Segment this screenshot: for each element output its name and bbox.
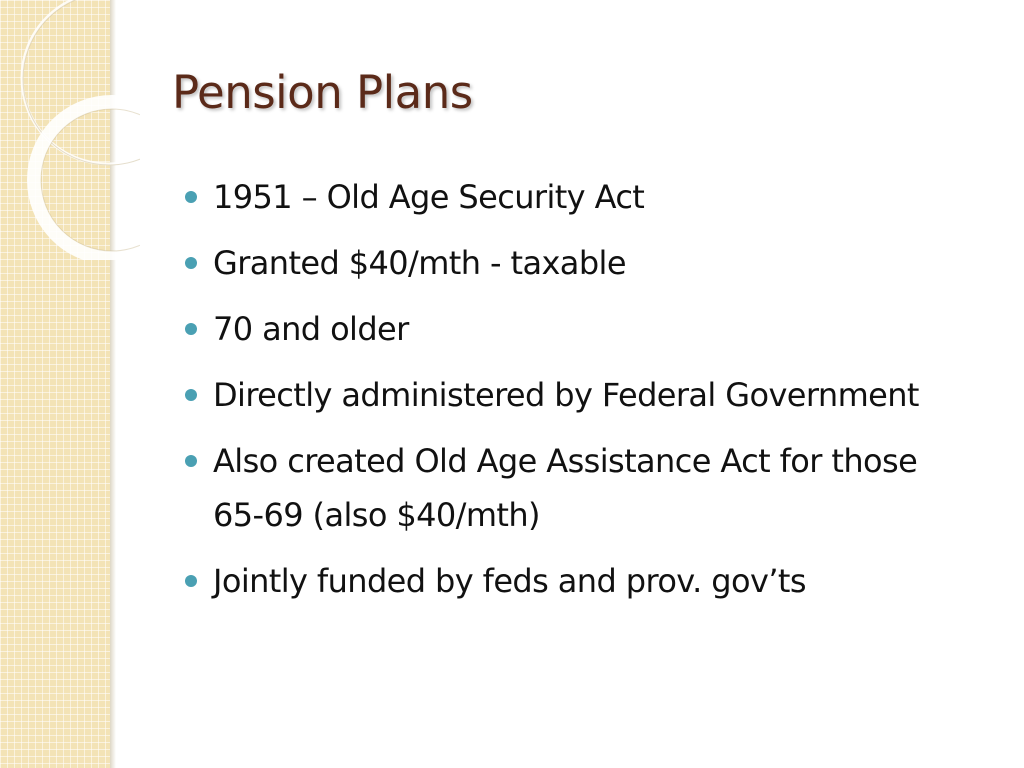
list-item — [185, 302, 975, 356]
bullet-dot-icon — [185, 455, 197, 467]
bullet-dot-icon — [185, 257, 197, 269]
bullet-text: 1951 – Old Age Security Act — [213, 178, 645, 216]
bullet-text: Directly administered by Federal Government — [213, 376, 919, 414]
bullet-dot-icon — [185, 389, 197, 401]
slide-title: Pension Plans — [172, 66, 473, 119]
bullet-dot-icon — [185, 575, 197, 587]
list-item — [185, 170, 975, 224]
bullet-text: Also created Old Age Assistance Act for those 65-69 (also $40/mth) — [213, 442, 918, 534]
decorative-rings-icon — [0, 0, 140, 260]
list-item — [185, 368, 975, 422]
bullet-text: 70 and older — [213, 310, 409, 348]
bullet-dot-icon — [185, 191, 197, 203]
list-item — [185, 236, 975, 290]
bullet-text: Granted $40/mth - taxable — [213, 244, 626, 282]
bullet-list — [185, 170, 975, 620]
list-item — [185, 434, 975, 542]
bullet-dot-icon — [185, 323, 197, 335]
bullet-text: Jointly funded by feds and prov. gov’ts — [213, 562, 806, 600]
list-item — [185, 554, 975, 608]
